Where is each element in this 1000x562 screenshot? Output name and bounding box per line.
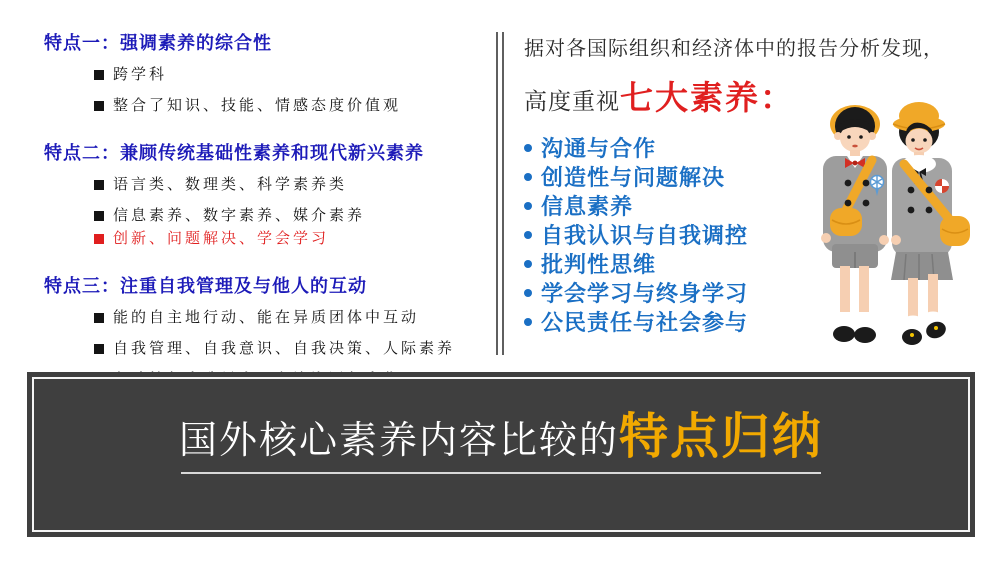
intro-text: 据对各国际组织和经济体中的报告分析发现，	[524, 38, 944, 60]
list-item	[94, 65, 494, 85]
lead-text: 高度重视	[524, 88, 620, 114]
competency-label: 沟通与合作	[541, 136, 657, 161]
slide-title-highlight: 特点归纳	[619, 410, 824, 464]
list-item	[94, 206, 494, 226]
dot-bullet-icon	[524, 173, 532, 181]
list-item	[94, 308, 494, 328]
list-item	[94, 96, 494, 116]
square-bullet-icon	[94, 234, 104, 244]
slide-title-regular: 国外核心素养内容比较的	[178, 420, 619, 462]
square-bullet-icon	[94, 211, 104, 221]
competency-label: 自我认识与自我调控	[541, 223, 749, 248]
feature-3-heading: 特点三：注重自我管理及与他人的互动	[44, 276, 367, 296]
list-item	[94, 175, 494, 195]
list-item	[94, 339, 494, 359]
square-bullet-icon	[94, 180, 104, 190]
square-bullet-icon	[94, 70, 104, 80]
feature-1-heading: 特点一：强调素养的综合性	[44, 33, 272, 53]
competency-label: 学会学习与终身学习	[541, 281, 749, 306]
competency-label: 创造性与问题解决	[541, 165, 726, 190]
lead-highlight-text: 七大素养：	[620, 79, 795, 116]
features-panel	[44, 26, 494, 390]
list-item-label: 语言类、数理类、科学素养类	[113, 177, 348, 193]
competency-label: 公民责任与社会参与	[541, 310, 749, 335]
title-banner	[27, 372, 975, 537]
list-item-label: 自我管理、自我意识、自我决策、人际素养	[113, 341, 456, 357]
square-bullet-icon	[94, 344, 104, 354]
dot-bullet-icon	[524, 231, 532, 239]
title-underline	[181, 472, 821, 474]
square-bullet-icon	[94, 101, 104, 111]
list-item-label: 信息素养、数字素养、媒介素养	[113, 208, 366, 224]
list-item-highlighted	[94, 229, 494, 249]
square-bullet-icon	[94, 313, 104, 323]
dot-bullet-icon	[524, 202, 532, 210]
list-item-label: 跨学科	[113, 67, 168, 83]
children-illustration	[792, 88, 992, 360]
list-item-label: 能的自主地行动、能在异质团体中互动	[113, 310, 420, 326]
feature-2-heading: 特点二：兼顾传统基础性素养和现代新兴素养	[44, 143, 424, 163]
competency-label: 批判性思维	[541, 252, 657, 277]
competency-label: 信息素养	[541, 194, 634, 219]
dot-bullet-icon	[524, 318, 532, 326]
dot-bullet-icon	[524, 289, 532, 297]
dot-bullet-icon	[524, 260, 532, 268]
slide-title	[27, 398, 975, 468]
list-item-label: 整合了知识、技能、情感态度价值观	[113, 98, 402, 114]
dot-bullet-icon	[524, 144, 532, 152]
vertical-divider	[496, 32, 504, 355]
list-item-label: 创新、问题解决、学会学习	[113, 231, 330, 247]
